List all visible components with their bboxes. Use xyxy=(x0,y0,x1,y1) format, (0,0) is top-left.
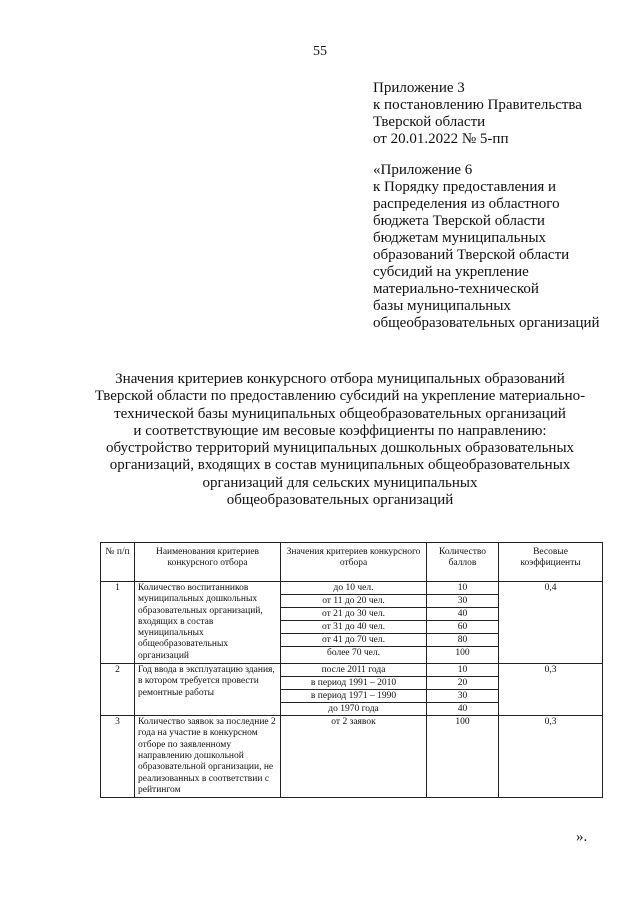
appendix-6-line: «Приложение 6 xyxy=(373,162,473,178)
score-value: 60 xyxy=(427,621,498,634)
weight-coefficient: 0,4 xyxy=(499,582,603,664)
score-value: 40 xyxy=(457,704,468,715)
heading-line: технической базы муниципальных общеобразовательных организаций xyxy=(114,405,566,422)
criterion-name: Количество заявок за последние 2 года на участие в конкурсном отборе по заявленному направлению дошкольной образовательной организации, не реализованных в соответствии с рейтингом xyxy=(135,716,281,798)
page-number: 55 xyxy=(313,44,327,59)
score-value: 40 xyxy=(427,608,498,621)
appendix-3-line: Приложение 3 xyxy=(373,80,465,96)
closing-quote-mark: ». xyxy=(576,829,588,845)
heading-line: общеобразовательных организаций xyxy=(226,492,454,509)
appendix-3-block xyxy=(373,80,582,148)
criterion-value: от 21 до 30 чел. xyxy=(281,608,426,621)
appendix-6-block xyxy=(373,162,600,332)
criterion-name: Год ввода в эксплуатацию здания, в котором требуется провести ремонтные работы xyxy=(135,664,281,716)
weight-coefficient: 0,3 xyxy=(499,716,603,798)
criterion-value: от 31 до 40 чел. xyxy=(281,621,426,634)
criterion-value: до 1970 года xyxy=(328,704,379,715)
heading-line: Тверской области по предоставлению субсидий на укрепление материально- xyxy=(94,388,586,405)
header-coef: Весовые коэффициенты xyxy=(499,543,603,582)
row-number: 3 xyxy=(101,716,135,798)
row-number: 1 xyxy=(101,582,135,664)
weight-coefficient: 0,3 xyxy=(499,664,603,716)
criterion-values xyxy=(281,582,427,664)
score-value: 30 xyxy=(427,595,498,608)
table-row xyxy=(101,664,603,716)
appendix-6-line: бюджета Тверской области xyxy=(373,213,545,229)
appendix-6-line: субсидий на укрепление xyxy=(373,264,529,280)
appendix-3-line: к постановлению Правительства xyxy=(373,97,582,113)
criterion-value: в период 1991 – 2010 xyxy=(281,677,426,690)
score-value: 10 xyxy=(427,582,498,595)
criterion-value: от 2 заявок xyxy=(281,716,427,798)
criterion-name: Количество воспитанников муниципальных дошкольных образовательных организаций, входящих в состав муниципальных общеобразовательных организаций xyxy=(135,582,281,664)
row-number: 2 xyxy=(101,664,135,716)
criterion-value: от 11 до 20 чел. xyxy=(281,595,426,608)
score-value: 30 xyxy=(427,690,498,703)
heading-line: обустройство территорий муниципальных дошкольных образовательных xyxy=(105,440,575,457)
heading-line: организаций, входящих в состав муниципальных общеобразовательных xyxy=(109,457,571,474)
criterion-value: в период 1971 – 1990 xyxy=(281,690,426,703)
appendix-6-line: образований Тверской области xyxy=(373,247,570,263)
score-value: 100 xyxy=(427,716,499,798)
heading-line: и соответствующие им весовые коэффициенты по направлению: xyxy=(133,422,547,439)
header-num: № п/п xyxy=(101,543,135,582)
appendix-6-line: распределения из областного xyxy=(373,196,560,212)
appendix-6-line: базы муниципальных xyxy=(373,298,511,314)
criterion-scores xyxy=(427,582,499,664)
criterion-scores xyxy=(427,664,499,716)
score-value: 20 xyxy=(427,677,498,690)
score-value: 10 xyxy=(427,664,498,677)
appendix-6-line: материально-технической xyxy=(373,281,539,297)
appendix-6-line: к Порядку предоставления и xyxy=(373,179,557,195)
heading-line: Значения критериев конкурсного отбора муниципальных образований xyxy=(115,371,565,387)
appendix-6-line: общеобразовательных организаций xyxy=(373,315,600,331)
criterion-value: от 41 до 70 чел. xyxy=(281,634,426,647)
criterion-values xyxy=(281,664,427,716)
appendix-3-line: Тверской области xyxy=(373,114,486,130)
header-name: Наименования критериев конкурсного отбора xyxy=(135,543,281,582)
table-header-row xyxy=(101,543,603,582)
appendix-3-line: от 20.01.2022 № 5-пп xyxy=(373,131,509,147)
criterion-value: после 2011 года xyxy=(281,664,426,677)
criterion-value: до 10 чел. xyxy=(281,582,426,595)
score-value: 80 xyxy=(427,634,498,647)
table-row xyxy=(101,716,603,798)
header-values: Значения критериев конкурсного отбора xyxy=(281,543,427,582)
table-row xyxy=(101,582,603,664)
heading-line: организаций для сельских муниципальных xyxy=(202,474,478,491)
criterion-value: более 70 чел. xyxy=(327,648,380,658)
document-heading xyxy=(70,371,610,509)
score-value: 100 xyxy=(455,648,470,658)
header-scores: Количество баллов xyxy=(427,543,499,582)
criteria-table xyxy=(100,542,603,798)
appendix-6-line: бюджетам муниципальных xyxy=(373,230,547,246)
